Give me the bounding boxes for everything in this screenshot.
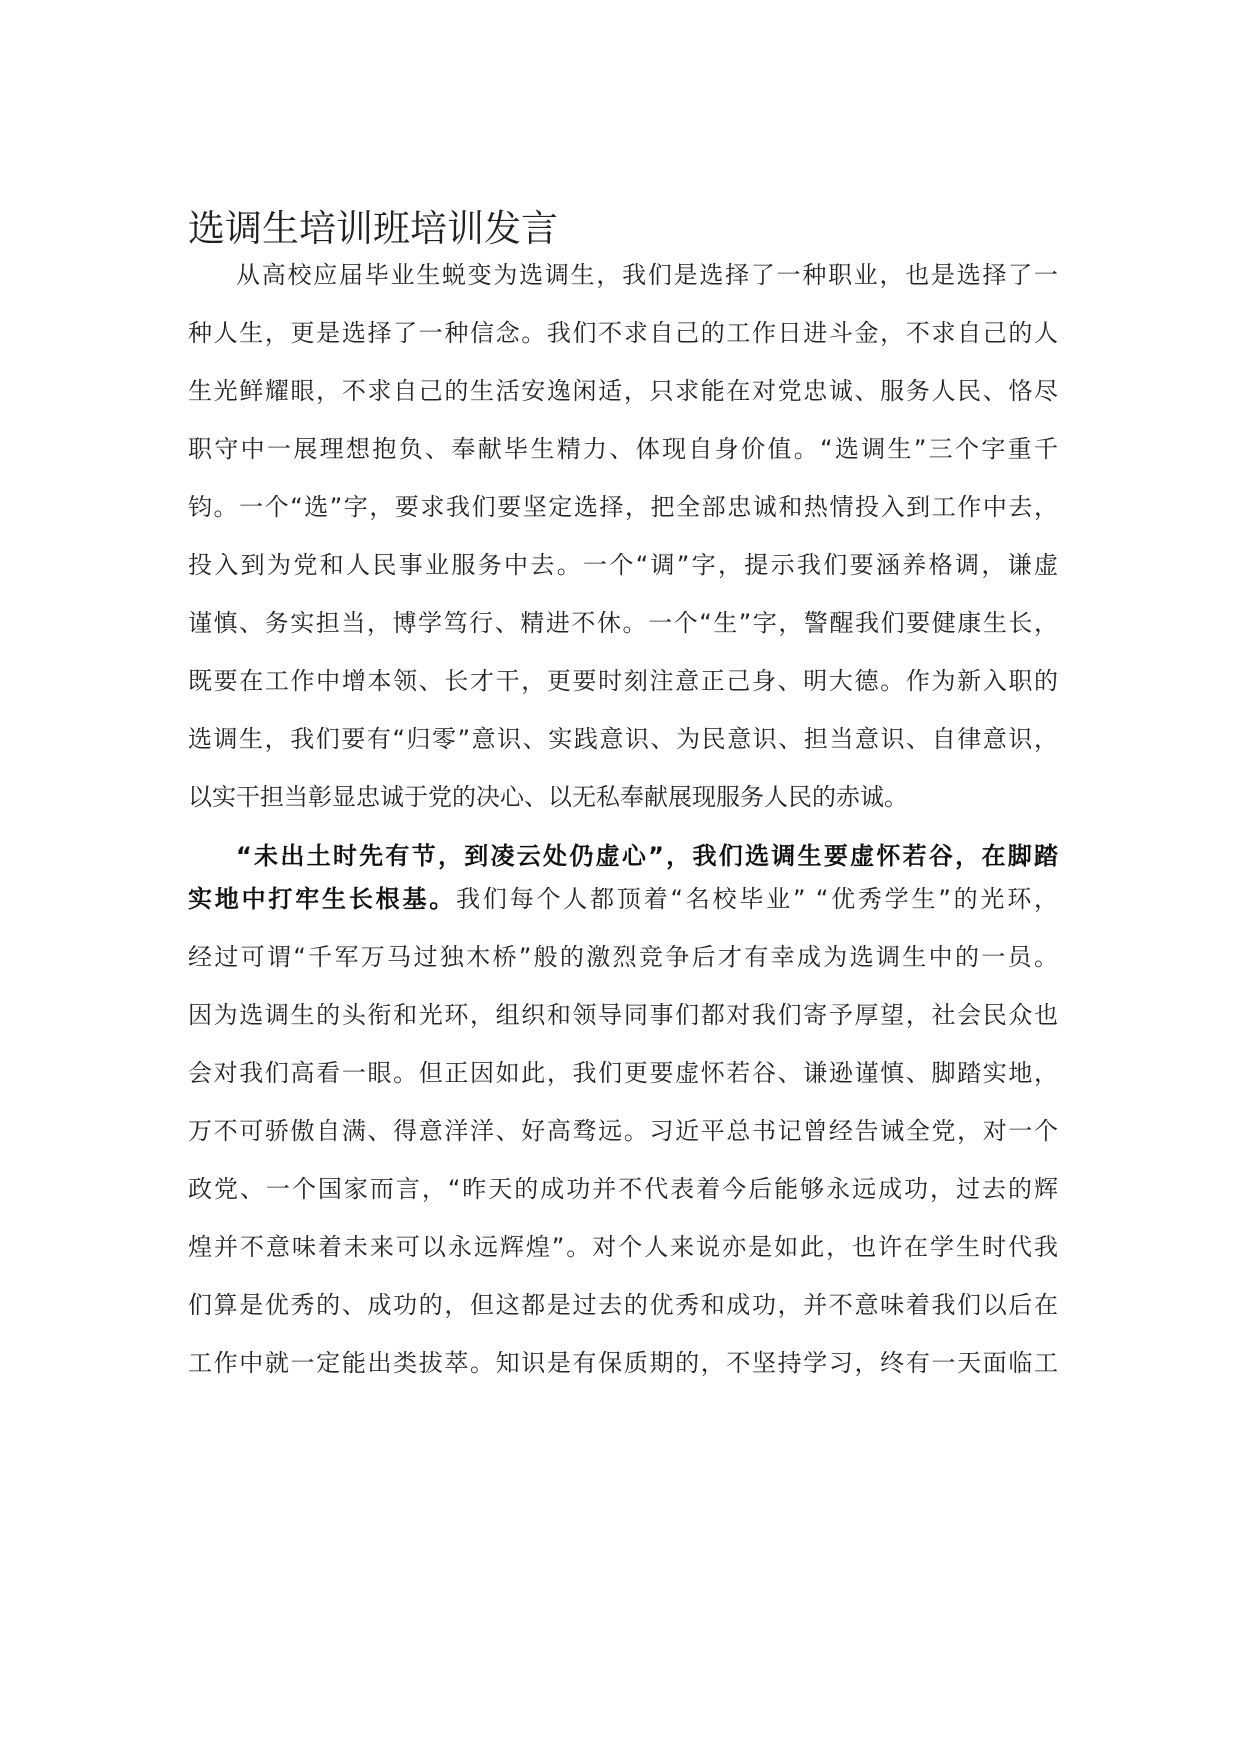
paragraph-1-line-5: 钧。一个“选”字，要求我们要坚定选择，把全部忠诚和热情投入到工作中去， [188, 493, 1058, 521]
paragraph-1-line-6: 投入到为党和人民事业服务中去。一个“调”字，提示我们要涵养格调，谦虚 [188, 551, 1058, 579]
paragraph-1-line-4: 职守中一展理想抱负、奉献毕生精力、体现自身价值。“选调生”三个字重千 [188, 435, 1058, 463]
paragraph-1-line-1: 从高校应届毕业生蜕变为选调生，我们是选择了一种职业，也是选择了一 [236, 261, 1058, 289]
paragraph-2-bold-lead: 实地中打牢生长根基。 [188, 885, 457, 913]
paragraph-2-line-7: 政党、一个国家而言，“昨天的成功并不代表着今后能够永远成功，过去的辉 [188, 1175, 1058, 1203]
paragraph-2-line-4: 因为选调生的头衔和光环，组织和领导同事们都对我们寄予厚望，社会民众也 [188, 1001, 1058, 1029]
paragraph-1-line-9: 选调生，我们要有“归零”意识、实践意识、为民意识、担当意识、自律意识， [188, 725, 1058, 753]
paragraph-2-line-8: 煌并不意味着未来可以永远辉煌”。对个人来说亦是如此，也许在学生时代我 [188, 1233, 1058, 1261]
paragraph-1-line-2: 种人生，更是选择了一种信念。我们不求自己的工作日进斗金，不求自己的人 [188, 319, 1058, 347]
paragraph-2-line-2 [188, 879, 1058, 919]
paragraph-2-line-9: 们算是优秀的、成功的，但这都是过去的优秀和成功，并不意味着我们以后在 [188, 1291, 1058, 1319]
paragraph-2-line-3: 经过可谓“千军万马过独木桥”般的激烈竞争后才有幸成为选调生中的一员。 [188, 943, 1058, 971]
paragraph-2-line-1: “未出土时先有节，到凌云处仍虚心”，我们选调生要虚怀若谷，在脚踏 [236, 842, 1058, 870]
paragraph-2-line-2-rest: 我们每个人都顶着“名校毕业” “优秀学生”的光环， [456, 885, 1058, 913]
paragraph-1-line-3: 生光鲜耀眼，不求自己的生活安逸闲适，只求能在对党忠诚、服务人民、恪尽 [188, 377, 1058, 405]
document-title: 选调生培训班培训发言 [188, 207, 558, 250]
paragraph-1-line-8: 既要在工作中增本领、长才干，更要时刻注意正己身、明大德。作为新入职的 [188, 667, 1058, 695]
paragraph-2-line-6: 万不可骄傲自满、得意洋洋、好高骛远。习近平总书记曾经告诫全党，对一个 [188, 1117, 1058, 1145]
paragraph-1-line-7: 谨慎、务实担当，博学笃行、精进不休。一个“生”字，警醒我们要健康生长， [188, 609, 1058, 637]
paragraph-2-line-10: 工作中就一定能出类拔萃。知识是有保质期的，不坚持学习，终有一天面临工 [188, 1349, 1058, 1377]
paragraph-2-line-5: 会对我们高看一眼。但正因如此，我们更要虚怀若谷、谦逊谨慎、脚踏实地， [188, 1059, 1058, 1087]
paragraph-1-line-10: 以实干担当彰显忠诚于党的决心、以无私奉献展现服务人民的赤诚。 [188, 783, 908, 811]
